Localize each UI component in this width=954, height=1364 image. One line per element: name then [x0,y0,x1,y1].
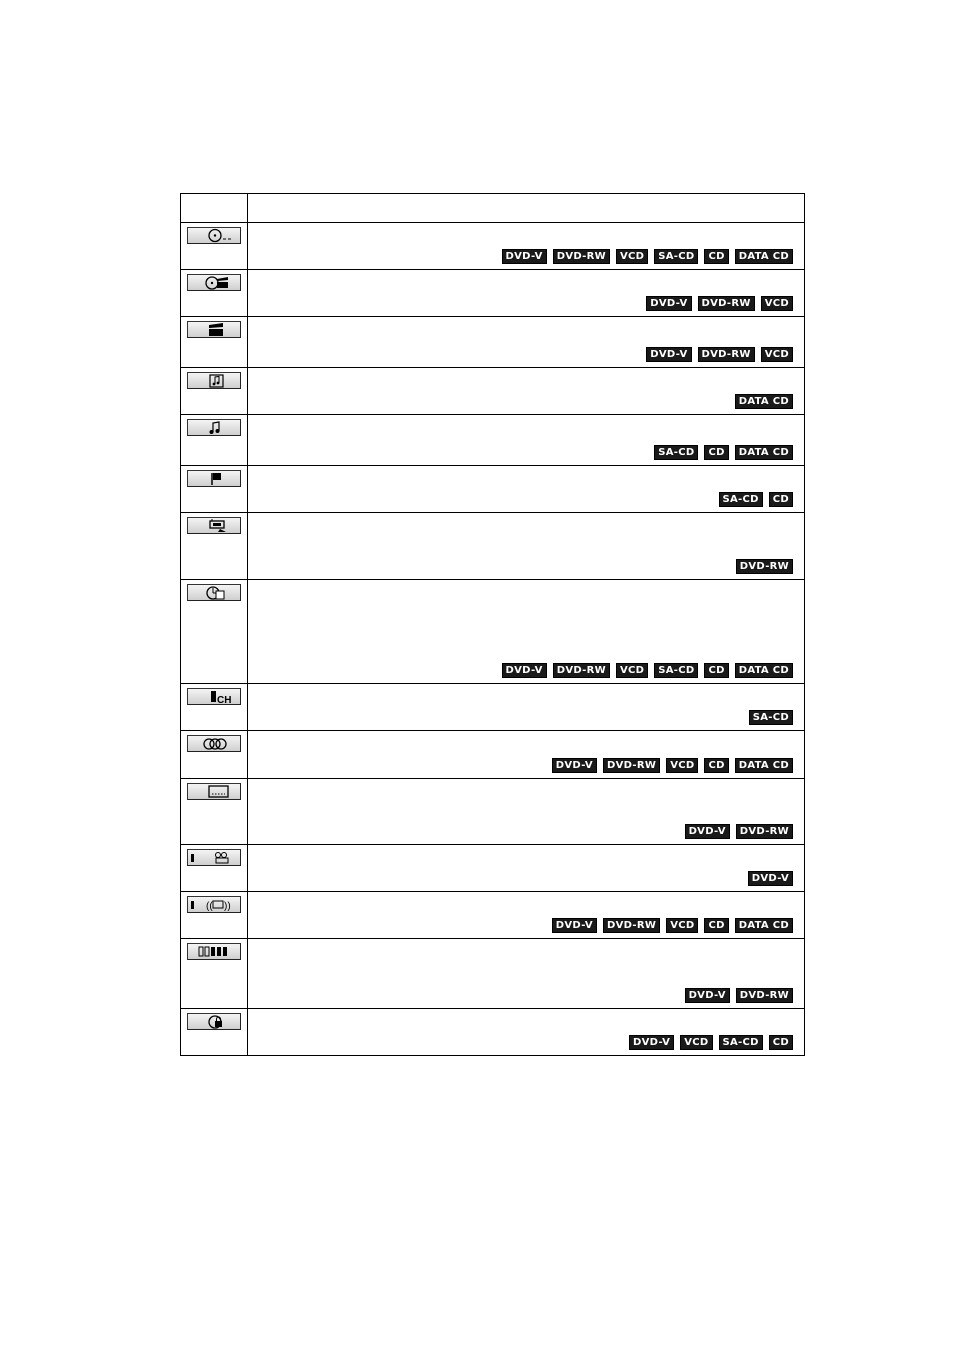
icon-cell [181,580,248,684]
disc-type-badge: DVD-RW [553,249,610,264]
disc-type-badge: DVD-V [646,347,691,362]
disc-type-badges [502,663,804,683]
disc-type-badge: SA-CD [654,663,698,678]
icon-cell [181,466,248,513]
description-cell [248,270,805,317]
table-row [181,731,805,779]
table-row [181,270,805,317]
svg-text:((: (( [206,901,213,912]
disc-type-badge: DVD-V [646,296,691,311]
table-row [181,317,805,368]
disc-type-badge: SA-CD [654,249,698,264]
table-row [181,223,805,270]
disc-type-badge: CD [704,663,728,678]
icon-cell [181,223,248,270]
disc-type-badge: VCD [616,663,648,678]
surround-icon [187,896,241,913]
description-cell [248,939,805,1009]
time-text-icon [187,584,241,601]
description-cell [248,223,805,270]
lock-icon [187,1013,241,1030]
disc-type-badge: VCD [666,918,698,933]
disc-type-badges [719,492,804,512]
description-cell [248,779,805,845]
disc-type-badge: CD [704,758,728,773]
subtitle-icon [187,783,241,800]
description-cell [248,731,805,779]
disc-type-badge: CD [769,1035,793,1050]
disc-type-badge: VCD [616,249,648,264]
table-row [181,415,805,466]
disc-type-badge: DVD-V [685,824,730,839]
icon-cell [181,845,248,892]
disc-type-badge: DVD-RW [736,824,793,839]
disc-type-badges [736,559,804,579]
icon-cell [181,1009,248,1056]
table-row [181,845,805,892]
disc-type-badge: DVD-RW [698,347,755,362]
table-row [181,513,805,580]
disc-type-badge: VCD [761,347,793,362]
icon-cell [181,684,248,731]
disc-type-badge: DATA CD [735,758,793,773]
description-cell [248,513,805,580]
svg-text:)): )) [224,901,231,912]
disc-type-badges [629,1035,804,1055]
disc-type-badges [654,445,804,465]
disc-type-badge: DVD-V [552,758,597,773]
disc-type-badge: DATA CD [735,663,793,678]
album-icon [187,372,241,389]
disc-type-badges [552,918,804,938]
disc-type-badge: SA-CD [719,492,763,507]
description-cell [248,368,805,415]
disc-type-badge: DATA CD [735,445,793,460]
disc-type-badge: VCD [680,1035,712,1050]
icon-cell [181,779,248,845]
icon-cell [181,892,248,939]
disc-menu-icon [187,227,241,244]
disc-type-badge: CD [769,492,793,507]
header-description-cell [248,194,805,223]
disc-type-badges [646,347,804,367]
bnr-icon [187,943,241,960]
disc-type-badge: DVD-V [629,1035,674,1050]
disc-type-badge: CD [704,249,728,264]
table-row [181,939,805,1009]
disc-type-badge: DVD-V [552,918,597,933]
table-row [181,368,805,415]
disc-type-badges [735,394,804,414]
description-cell [248,684,805,731]
disc-type-badges [646,296,804,316]
icon-cell [181,513,248,580]
title-icon [187,274,241,291]
disc-type-badges [748,871,804,891]
icon-cell [181,368,248,415]
table-row [181,580,805,684]
disc-type-badge: SA-CD [719,1035,763,1050]
icon-cell [181,731,248,779]
disc-type-badge: DVD-RW [603,758,660,773]
table-row [181,684,805,731]
disc-type-badge: DVD-RW [553,663,610,678]
disc-type-badge: VCD [761,296,793,311]
disc-type-badge: CD [704,445,728,460]
description-cell [248,317,805,368]
disc-type-badge: DVD-RW [698,296,755,311]
angle-icon [187,849,241,866]
table-row [181,892,805,939]
disc-type-badges [749,710,804,730]
disc-type-badge: DATA CD [735,249,793,264]
disc-type-badges [502,249,804,269]
table-row [181,1009,805,1056]
icon-cell [181,939,248,1009]
disc-type-badge: DVD-V [502,663,547,678]
disc-type-badge: DVD-V [502,249,547,264]
disc-type-badges [685,824,804,844]
header-icon-cell [181,194,248,223]
disc-type-badge: DVD-RW [736,559,793,574]
disc-type-badge: DATA CD [735,918,793,933]
original-playlist-icon [187,517,241,534]
disc-type-badge: DATA CD [735,394,793,409]
track-icon [187,419,241,436]
icon-cell [181,270,248,317]
icon-cell [181,415,248,466]
description-cell [248,892,805,939]
svg-text:CH: CH [217,695,232,704]
disc-type-badge: DVD-V [685,988,730,1003]
icon-cell [181,317,248,368]
header-row [181,194,805,223]
disc-type-badge: DVD-V [748,871,793,886]
description-cell [248,580,805,684]
index-icon [187,470,241,487]
audio-icon [187,735,241,752]
chapter-scene-icon [187,321,241,338]
table-row [181,466,805,513]
description-cell [248,1009,805,1056]
disc-type-badge: DVD-RW [736,988,793,1003]
disc-type-badge: SA-CD [749,710,793,725]
description-cell [248,466,805,513]
description-cell [248,845,805,892]
table-row [181,779,805,845]
disc-type-badge: CD [704,918,728,933]
disc-type-badges [685,988,804,1008]
menu-table [180,193,805,1056]
disc-type-badges [552,758,804,778]
description-cell [248,415,805,466]
multi-channel-icon [187,688,241,705]
disc-type-badge: VCD [666,758,698,773]
disc-type-badge: SA-CD [654,445,698,460]
disc-type-badge: DVD-RW [603,918,660,933]
